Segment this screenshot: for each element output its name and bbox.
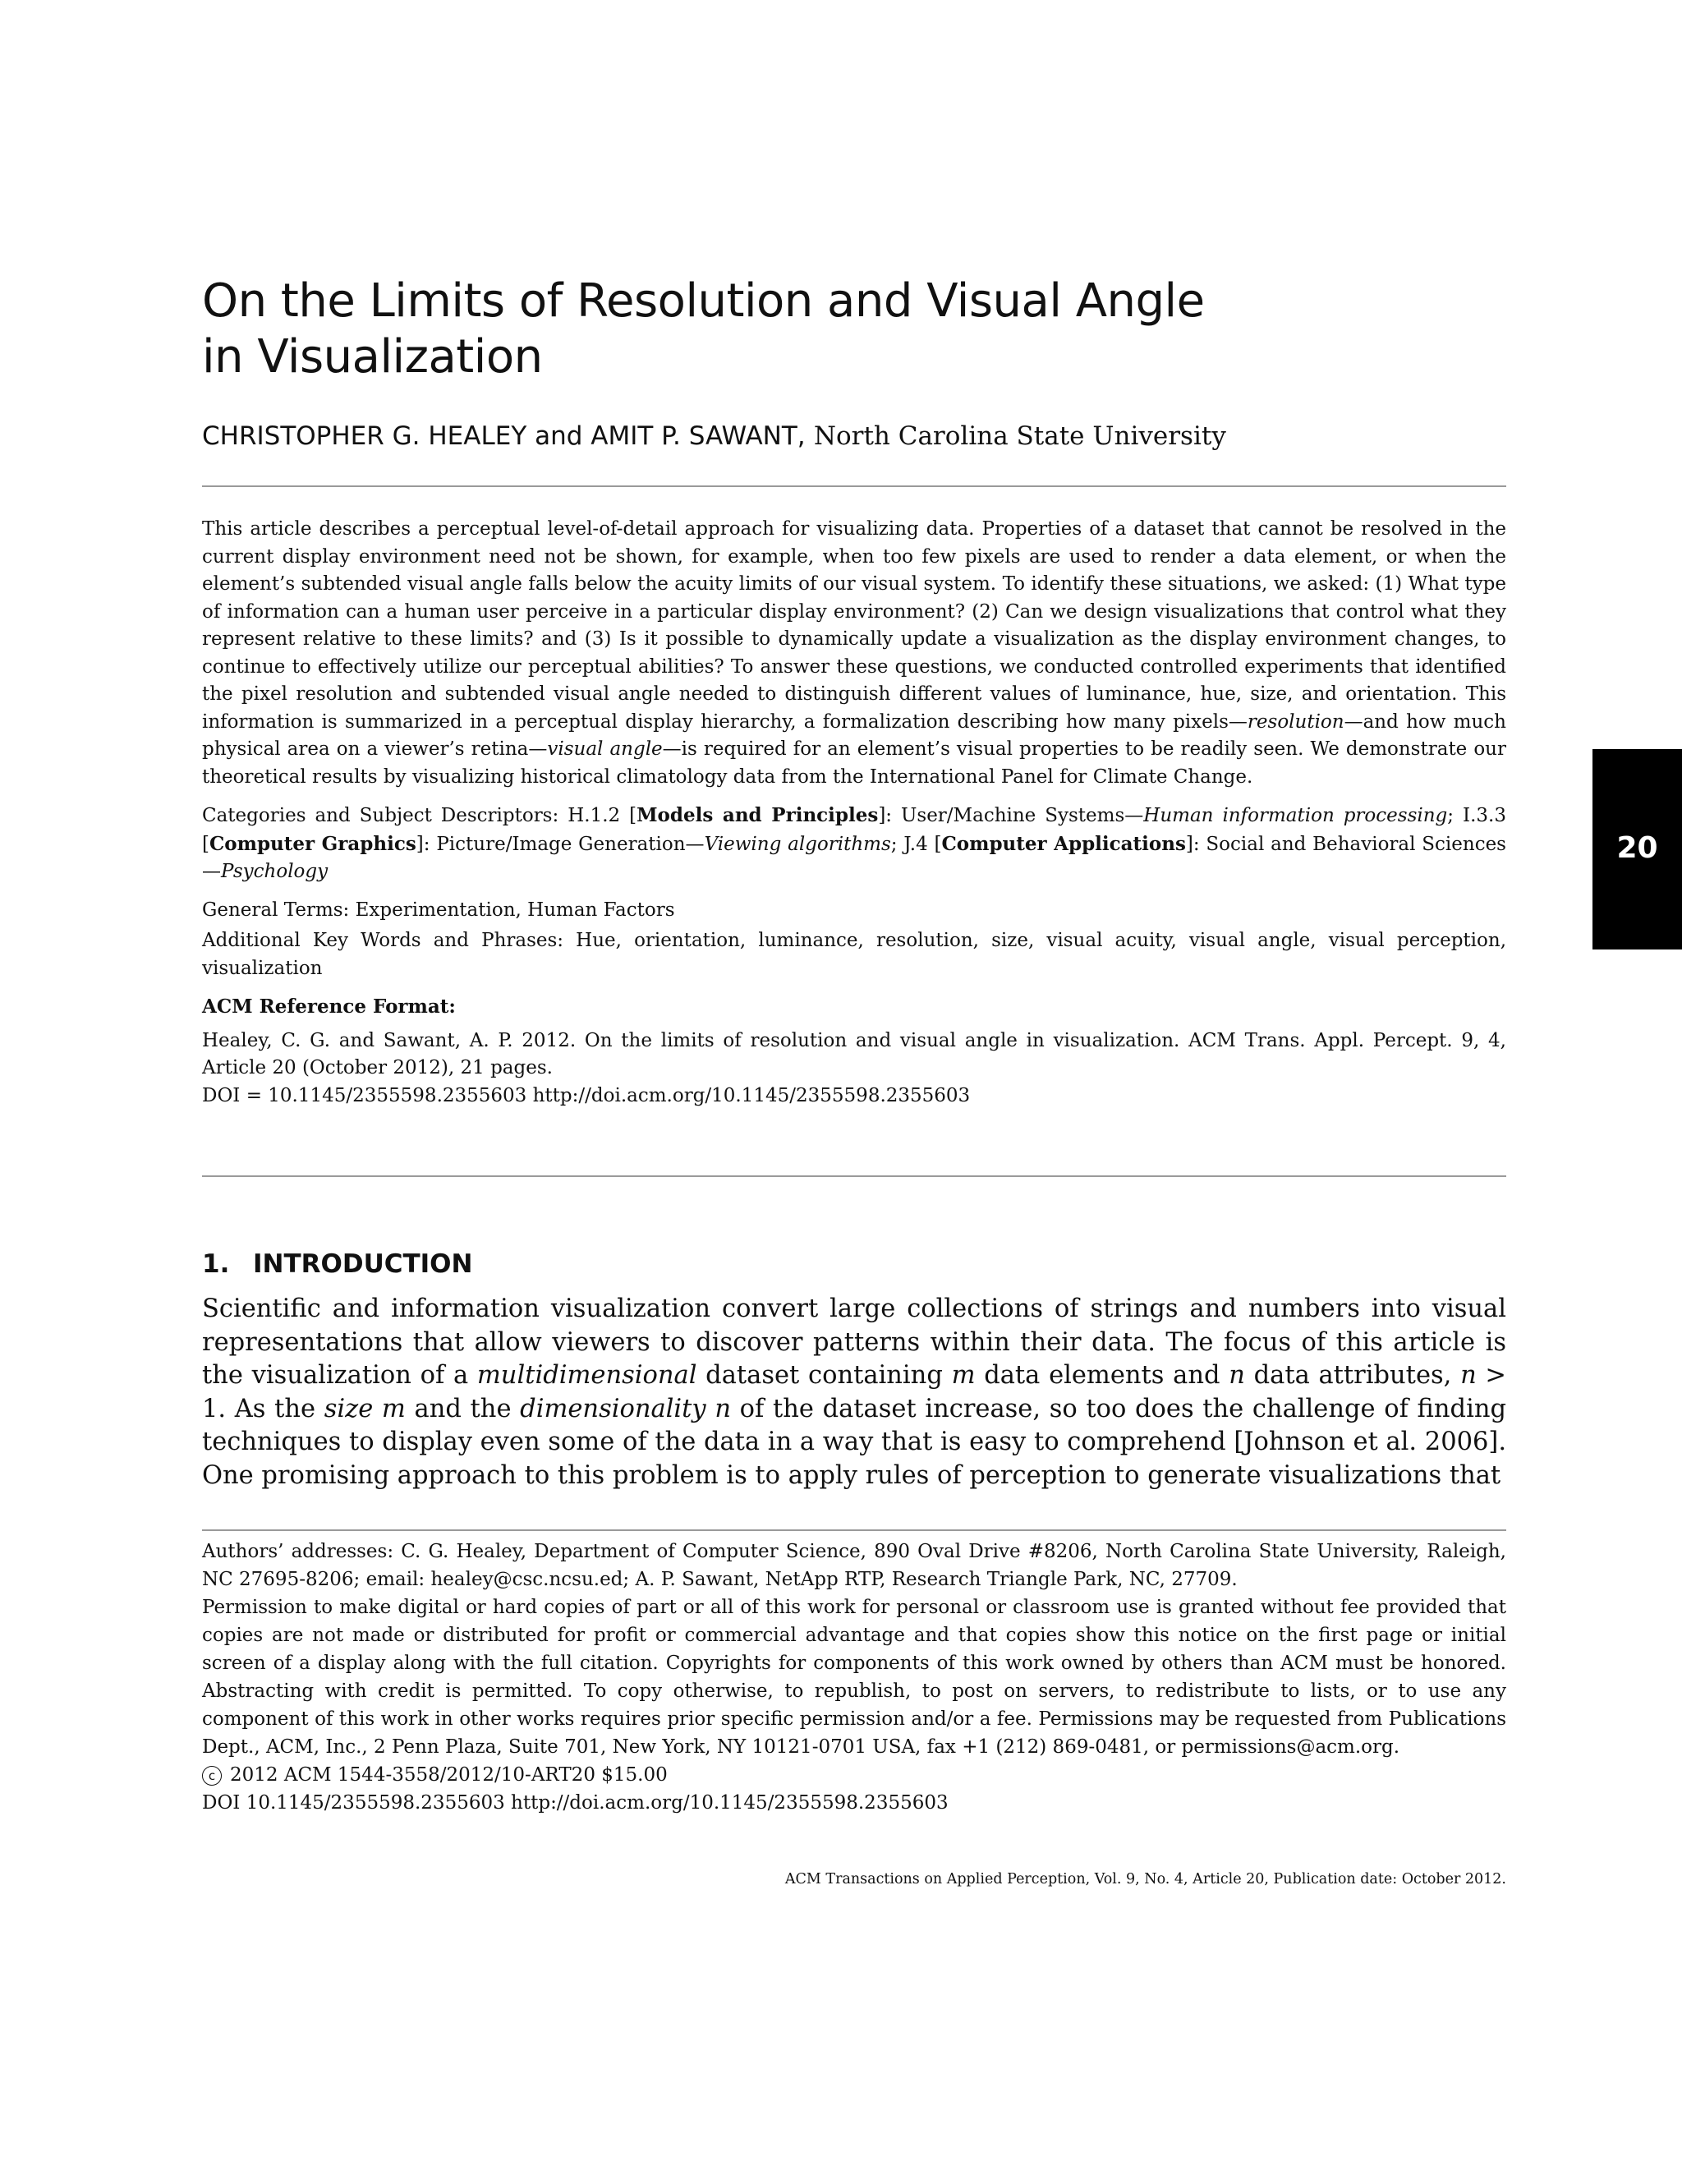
author-addresses: Authors’ addresses: C. G. Healey, Department of Computer Science, 890 Oval Drive #8206, North Carolina State University, Raleigh, NC 27695-8206; email: healey@csc.ncsu.ed; A. P. Sawant, NetApp RTP, Research Triangle Park, NC, 27709. xyxy=(202,1541,1506,1590)
front-matter-divider xyxy=(202,1175,1506,1177)
section-heading xyxy=(202,1248,1023,1281)
footnote-doi: DOI 10.1145/2355598.2355603 http://doi.acm.org/10.1145/2355598.2355603 xyxy=(202,1792,949,1814)
abstract: This article describes a perceptual level-of-detail approach for visualizing data. Properties of a dataset that cannot be resolved in the current display environment need not be shown, for example, when too few pixels are used to render a data element, or when the element’s subtended visual angle falls below the acuity limits of our visual system. To identify these situations, we asked: (1) What type of information can a human user perceive in a particular display environment? (2) Can we design visualizations that control what they represent relative to these limits? and (3) Is it possible to dynamically update a visualization as the display environment changes, to continue to effectively utilize our perceptual abilities? To answer these questions, we conducted controlled experiments that identified the pixel resolution and subtended visual angle needed to distinguish different values of luminance, hue, size, and orientation. This information is summarized in a perceptual display hierarchy, a formalization describing how many pixels—resolution—and how much physical area on a viewer’s retina—visual angle—is required for an element’s visual properties to be readily seen. We demonstrate our theoretical results by visualizing historical climatology data from the International Panel for Climate Change. xyxy=(202,518,1506,788)
section-number: 1. xyxy=(202,1249,230,1279)
copyright-line: c 2012 ACM 1544-3558/2012/10-ART20 $15.00 xyxy=(202,1761,1506,1789)
top-divider xyxy=(202,485,1506,487)
article-number-tab xyxy=(1592,749,1682,949)
copyright-icon: c xyxy=(202,1766,222,1786)
title-line-2: in Visualization xyxy=(202,330,543,384)
introduction-body xyxy=(202,1293,1506,1492)
categories-descriptors: Categories and Subject Descriptors: H.1.2 [Models and Principles]: User/Machine Systems—Human information processing; I.3.3 [Computer Graphics]: Picture/Image Generation—Viewing algorithms; J.4 [Computer Applications]: Social and Behavioral Sciences—Psychology xyxy=(202,804,1506,882)
front-matter xyxy=(202,516,1506,1110)
permission-notice: Permission to make digital or hard copies of part or all of this work for personal or classroom use is granted without fee provided that copies are not made or distributed for profit or commercial advantage and that copies show this notice on the first page or initial screen of a display along with the full citation. Copyrights for components of this work owned by others than ACM must be honored. Abstracting with credit is permitted. To copy otherwise, to republish, to post on servers, to redistribute to lists, or to use any component of this work in other works requires prior specific permission and/or a fee. Permissions may be requested from Publications Dept., ACM, Inc., 2 Penn Plaza, Suite 701, New York, NY 10121-0701 USA, fax +1 (212) 869-0481, or permissions@acm.org. xyxy=(202,1597,1506,1758)
section-title: INTRODUCTION xyxy=(253,1249,473,1279)
footnote-divider xyxy=(202,1529,1506,1531)
title-line-1: On the Limits of Resolution and Visual Angle xyxy=(202,274,1205,328)
article-number: 20 xyxy=(1616,831,1658,865)
paper-title xyxy=(202,274,1516,385)
acm-reference-doi: DOI = 10.1145/2355598.2355603 http://doi.acm.org/10.1145/2355598.2355603 xyxy=(202,1084,971,1106)
general-terms: General Terms: Experimentation, Human Factors xyxy=(202,899,675,921)
author-affiliation: North Carolina State University xyxy=(813,421,1226,451)
intro-paragraph: Scientific and information visualization convert large collections of strings and numbers into visual representations that allow viewers to discover patterns within their data. The focus of this article is the visualization of a multidimensional dataset containing m data elements and n data attributes, n > 1. As the size m and the dimensionality n of the dataset increase, so too does the challenge of finding techniques to display even some of the data in a way that is easy to comprehend [Johnson et al. 2006]. One promising approach to this problem is to apply rules of perception to generate visualizations that xyxy=(202,1294,1507,1490)
acm-reference-heading: ACM Reference Format: xyxy=(202,995,456,1018)
footnote-block xyxy=(202,1538,1506,1817)
acm-reference-citation: Healey, C. G. and Sawant, A. P. 2012. On the limits of resolution and visual angle in visualization. ACM Trans. Appl. Percept. 9, 4, Article 20 (October 2012), 21 pages. DOI = 10.1145/2355598.2355603 http://doi.acm.org/10.1145/2355598.2355603 xyxy=(202,1029,1506,1106)
running-footer: ACM Transactions on Applied Perception, Vol. 9, No. 4, Article 20, Publication date: October 2012. xyxy=(784,1871,1506,1887)
author-names: CHRISTOPHER G. HEALEY and AMIT P. SAWANT, xyxy=(202,421,806,451)
keywords: Additional Key Words and Phrases: Hue, orientation, luminance, resolution, size, visual acuity, visual angle, visual perception, visualization xyxy=(202,930,1506,979)
author-line xyxy=(202,419,1516,453)
